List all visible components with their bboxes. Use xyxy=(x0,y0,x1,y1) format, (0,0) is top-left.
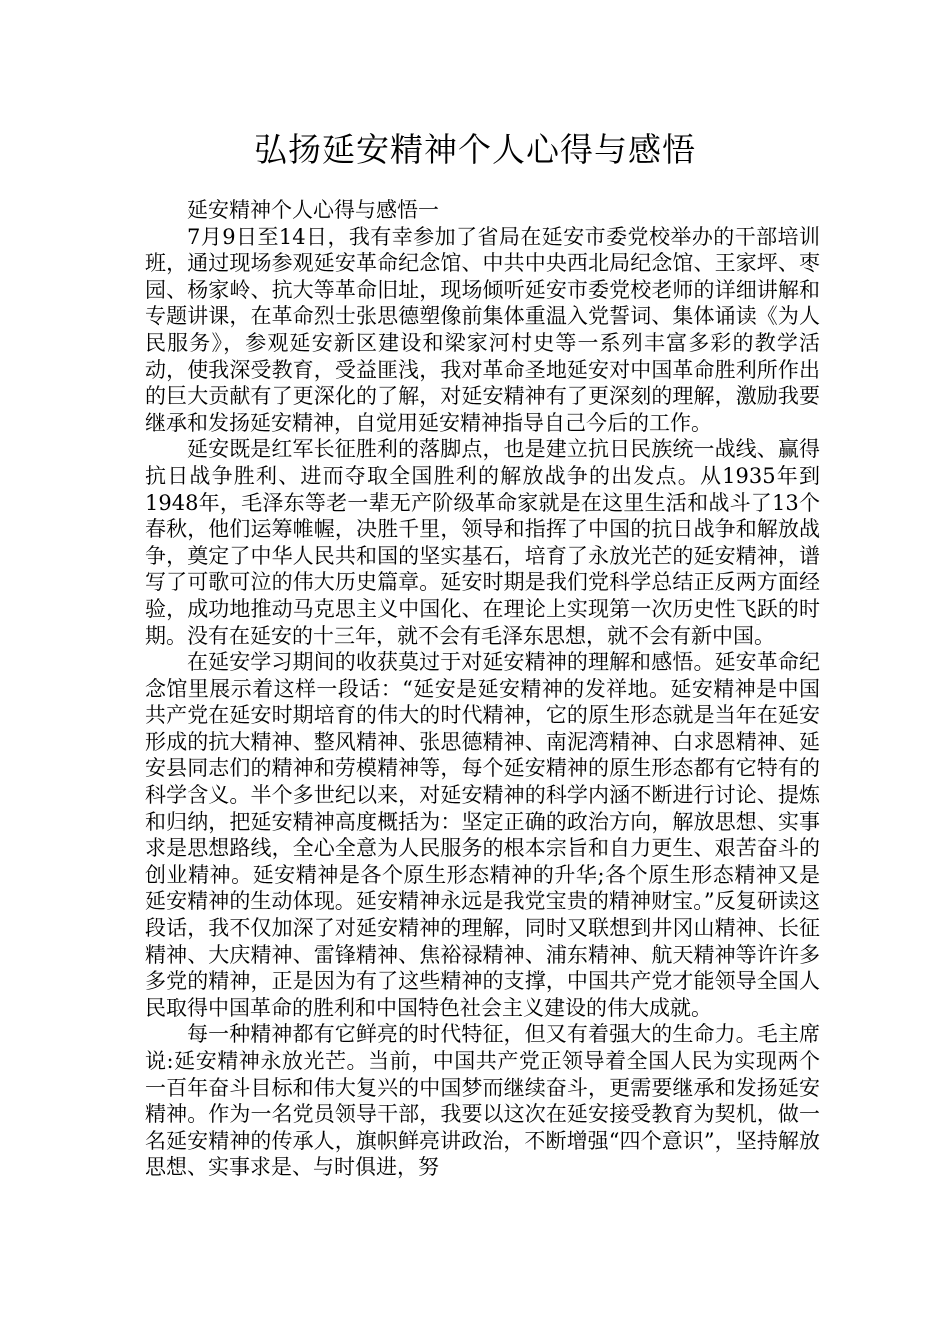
paragraph-2: 延安既是红军长征胜利的落脚点，也是建立抗日民族统一战线、赢得抗日战争胜利、进而夺取全国胜利的解放战争的出发点。从1935年到1948年，毛泽东等老一辈无产阶级革命家就是在这里生活和战斗了13个春秋，他们运筹帷幄，决胜千里，领导和指挥了中国的抗日战争和解放战争，奠定了中华人民共和国的坚实基石，培育了永放光芒的延安精神，谱写了可歌可泣的伟大历史篇章。延安时期是我们党科学总结正反两方面经验，成功地推动马克思主义中国化、在理论上实现第一次历史性飞跃的时期。没有在延安的十三年，就不会有毛泽东思想，就不会有新中国。 xyxy=(145,437,820,648)
document-body xyxy=(145,197,820,1181)
paragraph-1: 7月9日至14日，我有幸参加了省局在延安市委党校举办的干部培训班，通过现场参观延安革命纪念馆、中共中央西北局纪念馆、王家坪、枣园、杨家岭、抗大等革命旧址，现场倾听延安市委党校老师的详细讲解和专题讲课，在革命烈士张思德塑像前集体重温入党誓词、集体诵读《为人民服务》，参观延安新区建设和梁家河村史等一系列丰富多彩的教学活动，使我深受教育，受益匪浅，我对革命圣地延安对中国革命胜利所作出的巨大贡献有了更深化的了解，对延安精神有了更深刻的理解，激励我要继承和发扬延安精神，自觉用延安精神指导自己今后的工作。 xyxy=(145,224,820,435)
subheading: 延安精神个人心得与感悟一 xyxy=(187,198,439,222)
paragraph-3: 在延安学习期间的收获莫过于对延安精神的理解和感悟。延安革命纪念馆里展示着这样一段话：“延安是延安精神的发祥地。延安精神是中国共产党在延安时期培育的伟大的时代精神，它的原生形态就是当年在延安形成的抗大精神、整风精神、张思德精神、南泥湾精神、白求恩精神、延安县同志们的精神和劳模精神等，每个延安精神的原生形态都有它特有的科学含义。半个多世纪以来，对延安精神的科学内涵不断进行讨论、提炼和归纳，把延安精神高度概括为：坚定正确的政治方向，解放思想、实事求是思想路线，全心全意为人民服务的根本宗旨和自力更生、艰苦奋斗的创业精神。延安精神是各个原生形态精神的升华;各个原生形态精神又是延安精神的生动体现。延安精神永远是我党宝贵的精神财宝。”反复研读这段话，我不仅加深了对延安精神的理解，同时又联想到井冈山精神、长征精神、大庆精神、雷锋精神、焦裕禄精神、浦东精神、航天精神等许许多多党的精神，正是因为有了这些精神的支撑，中国共产党才能领导全国人民取得中国革命的胜利和中国特色社会主义建设的伟大成就。 xyxy=(145,650,820,1020)
paragraph-4: 每一种精神都有它鲜亮的时代特征，但又有着强大的生命力。毛主席说:延安精神永放光芒。当前，中国共产党正领导着全国人民为实现两个一百年奋斗目标和伟大复兴的中国梦而继续奋斗，更需要继承和发扬延安精神。作为一名党员领导干部，我要以这次在延安接受教育为契机，做一名延安精神的传承人，旗帜鲜亮讲政治，不断增强“四个意识”，坚持解放思想、实事求是、与时俱进，努 xyxy=(145,1022,820,1180)
document-title: 弘扬延安精神个人心得与感悟 xyxy=(254,130,696,169)
